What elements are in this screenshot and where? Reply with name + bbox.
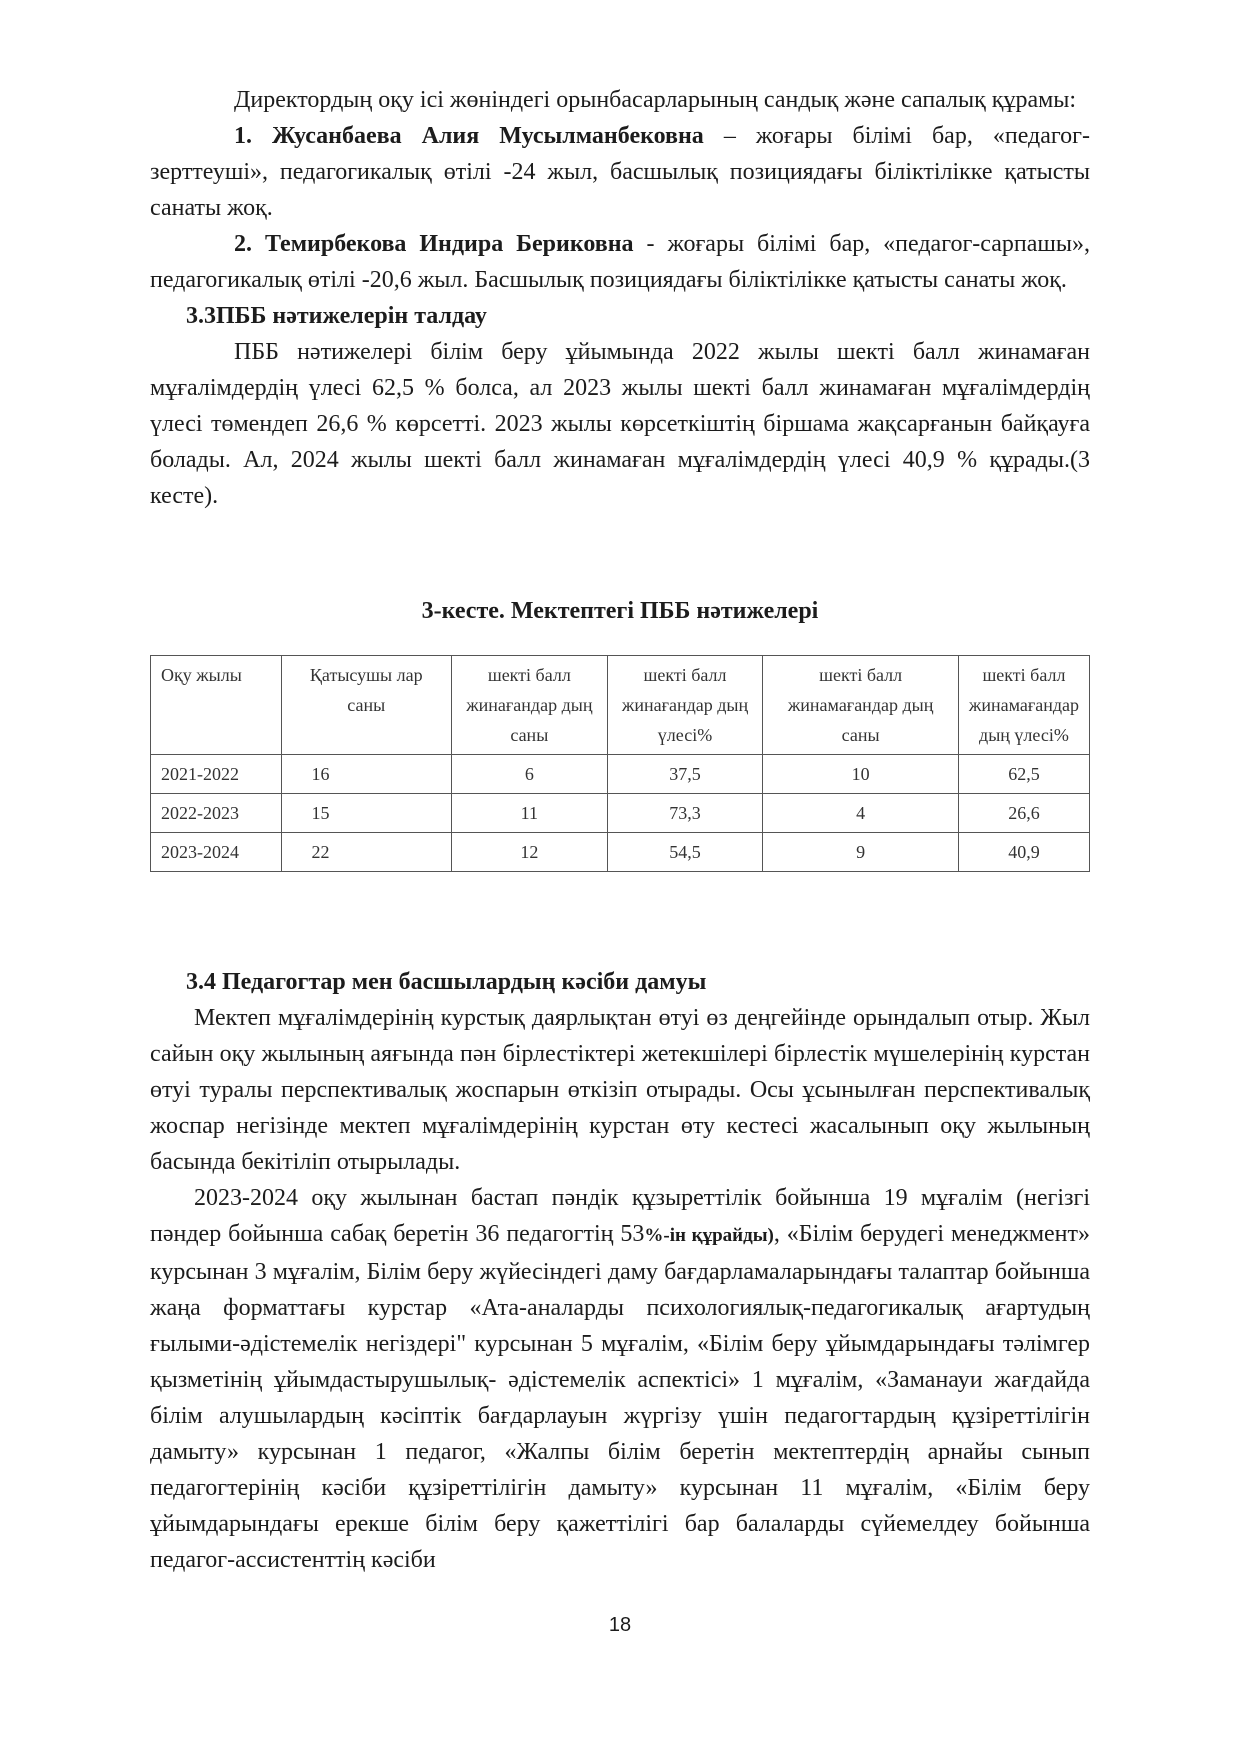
intro-block	[150, 82, 1090, 514]
cell-participants: 16	[281, 755, 451, 794]
table-caption: 3-кесте. Мектептегі ПББ нәтижелері	[421, 598, 819, 624]
header-year: Оқу жылы	[151, 656, 282, 755]
cell-failed-share: 26,6	[958, 794, 1089, 833]
section-34-paragraph-1: Мектеп мұғалімдерінің курстық даярлықтан өтуі өз деңгейінде орындалып отыр. Жыл сайын оқу жылының аяғында пән бірлестіктері жетекшілері бірлестік мүшелерінің курстан өтуі туралы перспективалық жоспарын өткізіп отырады. Осы ұсынылған перспективалық жоспар негізінде мектеп мұғалімдерінің курстан өту кестесі жасалынып оқу жылының басында бекітіліп отырылады.	[150, 1005, 1090, 1175]
header-participants: Қатысушы лар саны	[281, 656, 451, 755]
section-34-block	[150, 964, 1090, 1578]
cell-year: 2023-2024	[151, 833, 282, 872]
person1-name: 1. Жусанбаева Алия Мусылманбековна	[234, 123, 704, 149]
person2-name: 2. Темирбекова Индира Бериковна	[234, 231, 634, 257]
cell-passed-count: 6	[452, 755, 608, 794]
section-34-paragraph-2	[150, 1180, 1090, 1578]
table-row	[151, 755, 1090, 794]
cell-participants: 22	[281, 833, 451, 872]
cell-passed-count: 12	[452, 833, 608, 872]
cell-participants: 15	[281, 794, 451, 833]
section-33-heading: 3.3ПББ нәтижелерін талдау	[186, 303, 487, 329]
cell-failed-share: 62,5	[958, 755, 1089, 794]
table-row	[151, 833, 1090, 872]
intro-lead: Директордың оқу ісі жөніндегі орынбасарларының сандық және сапалық құрамы:	[234, 87, 1077, 113]
header-passed-share: шекті балл жинағандар дың үлесі%	[607, 656, 763, 755]
header-failed-share: шекті балл жинамағандар дың үлесі%	[958, 656, 1089, 755]
cell-year: 2022-2023	[151, 794, 282, 833]
header-passed-count: шекті балл жинағандар дың саны	[452, 656, 608, 755]
cell-passed-share: 37,5	[607, 755, 763, 794]
person1-text: – жоғары білімі бар, «педагог-зерттеуші», педагогикалық өтілі -24 жыл, басшылық позициядағы біліктілікке қатысты санаты жоқ.	[150, 123, 1090, 221]
pbb-results-table	[150, 655, 1090, 872]
cell-failed-share: 40,9	[958, 833, 1089, 872]
cell-failed-count: 9	[763, 833, 959, 872]
paragraph-2-part-1: 2023-2024 оқу жылынан бастап пәндік құзыреттілік бойынша 19 мұғалім (негізгі пәндер бойынша сабақ беретін 36 педагогтің 53	[150, 1185, 1090, 1247]
page-number: 18	[608, 1614, 632, 1636]
section-33-paragraph: ПББ нәтижелері білім беру ұйымында 2022 жылы шекті балл жинамаған мұғалімдердің үлесі 62,5 % болса, ал 2023 жылы шекті балл жинамаған мұғалімдердің үлесі төмендеп 26,6 % көрсетті. 2023 жылы көрсеткіштің біршама жақсарғанын байқауға болады. Ал, 2024 жылы шекті балл жинамаған мұғалімдердің үлесі 40,9 % құрады.(3 кесте).	[150, 339, 1090, 509]
table-header-row	[151, 656, 1090, 755]
person2-text: - жоғары білімі бар, «педагог-сарпашы», педагогикалық өтілі -20,6 жыл. Басшылық позициядағы біліктілікке қатысты санаты жоқ.	[150, 231, 1090, 293]
cell-passed-share: 73,3	[607, 794, 763, 833]
cell-year: 2021-2022	[151, 755, 282, 794]
cell-passed-share: 54,5	[607, 833, 763, 872]
cell-failed-count: 4	[763, 794, 959, 833]
table-row	[151, 794, 1090, 833]
section-34-heading: 3.4 Педагогтар мен басшылардың кәсіби дамуы	[186, 969, 707, 995]
cell-passed-count: 11	[452, 794, 608, 833]
cell-failed-count: 10	[763, 755, 959, 794]
header-failed-count: шекті балл жинамағандар дың саны	[763, 656, 959, 755]
paragraph-2-part-2: , «Білім берудегі менеджмент» курсынан 3 мұғалім, Білім беру жүйесіндегі даму бағдарламаларындағы талаптар бойынша жаңа форматтағы курстар «Ата-аналарды психологиялық-педагогикалық ағартудың ғылыми-әдістемелік негіздері" курсынан 5 мұғалім, «Білім беру ұйымдарындағы тәлімгер қызметінің ұйымдастырушылық- әдістемелік аспектісі» 1 мұғалім, «Заманауи жағдайда білім алушылардың кәсіптік бағдарлауын жүргізу үшін педагогтардың құзіреттілігін дамыту» курсынан 1 педагог, «Жалпы білім беретін мектептердің арнайы сынып педагогтерінің кәсіби құзіреттілігін дамыту» курсынан 11 мұғалім, «Білім беру ұйымдарындағы ерекше білім беру қажеттілігі бар балаларды сүйемелдеу бойынша педагог-ассистенттің кәсіби	[150, 1221, 1091, 1573]
paragraph-2-bold: %-ін құрайды)	[644, 1225, 774, 1246]
